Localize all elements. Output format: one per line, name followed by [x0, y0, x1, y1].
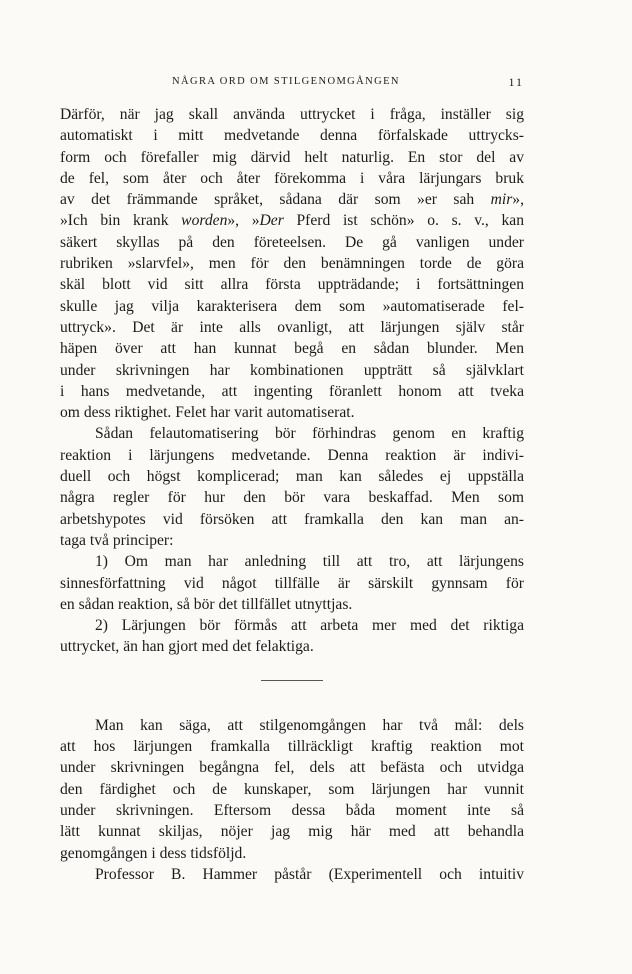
text-line: form och förefaller mig därvid helt naturlig. En stor del av	[60, 148, 524, 166]
text-line: taga två principer:	[60, 531, 174, 549]
text-line: om dess riktighet. Felet har varit automatiserat.	[60, 404, 355, 422]
paragraph	[60, 104, 524, 423]
page-number: 11	[508, 75, 524, 89]
text-run: », »	[227, 212, 260, 230]
text-line: häpen över att han kunnat begå en sådan blunder. Men	[60, 340, 524, 358]
text-run: Pferd ist schön» o. s. v., kan	[283, 212, 524, 230]
text-line: arbetshypotes vid försöken att framkalla den kan man an-	[60, 510, 524, 528]
text-line: uttrycket, än han gjort med det felaktiga.	[60, 638, 314, 656]
text-line: några regler för hur den bör vara beskaffad. Men som	[60, 489, 524, 507]
text-line: att hos lärjungen framkalla tillräckligt kraftig reaktion mot	[60, 738, 524, 756]
text-line: uttryck». Det är inte alls ovanligt, att lärjungen själv står	[60, 318, 524, 336]
principle-item	[60, 551, 524, 615]
paragraph	[60, 715, 524, 864]
running-title: NÅGRA ORD OM STILGENOMGÅNGEN	[172, 76, 400, 87]
text-line: Man kan säga, att stilgenomgången har två mål: dels	[95, 716, 524, 734]
text-line: genomgången i dess tidsföljd.	[60, 844, 247, 862]
text-run: »,	[512, 191, 524, 209]
italic-word: worden	[181, 212, 228, 230]
text-line: Därför, när jag skall använda uttrycket i fråga, inställer sig	[60, 106, 524, 123]
principle-item	[60, 615, 524, 658]
text-line: 2) Lärjungen bör förmås att arbeta mer med det riktiga	[95, 617, 524, 635]
text-line: reaktion i lärjungens medvetande. Denna reaktion är indivi-	[60, 446, 524, 464]
text-line: automatiskt i mitt medvetande denna förfalskade uttrycks-	[60, 127, 524, 145]
text-line: Professor B. Hammer påstår (Experimentell och intuitiv	[95, 865, 524, 883]
text-line: under skrivningen. Eftersom dessa båda moment inte så	[60, 801, 524, 819]
text-line: Sådan felautomatisering bör förhindras genom en kraftig	[95, 425, 524, 443]
text-line: den färdighet och de kunskaper, som lärjungen har vunnit	[60, 780, 524, 798]
text-line: skulle jag vilja karakterisera dem som »automatiserade fel-	[60, 297, 524, 315]
text-line: skäl blott vid sitt allra första uppträdande; i fortsättningen	[60, 276, 524, 294]
text-line: under skrivningen begångna fel, dels att befästa och utvidga	[60, 759, 524, 777]
text-line: 1) Om man har anledning till att tro, att lärjungens	[95, 553, 524, 571]
text-line: rubriken »slarvfel», men för den benämningen torde de göra	[60, 255, 524, 273]
text-run: av det främmande språket, sådana där som »er sah	[60, 191, 491, 209]
italic-word: Der	[259, 212, 284, 230]
text-line: sinnesförfattning vid något tillfälle är särskilt gynnsam för	[60, 574, 524, 592]
text-line: säkert skyllas på den företeelsen. De gå vanligen under	[60, 233, 524, 251]
section-divider	[261, 680, 323, 681]
text-line: lätt kunnat skiljas, nöjer jag mig här med att behandla	[60, 823, 524, 841]
text-line	[60, 189, 524, 210]
page-header	[60, 74, 524, 94]
page-body	[60, 104, 524, 885]
text-run: »Ich bin krank	[60, 212, 182, 230]
paragraph	[60, 423, 524, 551]
text-line: under skrivningen har kombinationen uppträtt så självklart	[60, 361, 524, 379]
paragraph	[60, 864, 524, 885]
text-line: duell och högst komplicerad; man kan således ej uppställa	[60, 468, 524, 486]
text-line	[60, 210, 524, 231]
text-line: i hans medvetande, att ingenting föranlett honom att tveka	[60, 382, 524, 400]
italic-word: mir	[490, 191, 513, 209]
book-page	[60, 74, 524, 885]
text-line: de fel, som åter och åter förekomma i våra lärjungars bruk	[60, 169, 524, 187]
text-line: en sådan reaktion, så bör det tillfället utnyttjas.	[60, 595, 353, 613]
